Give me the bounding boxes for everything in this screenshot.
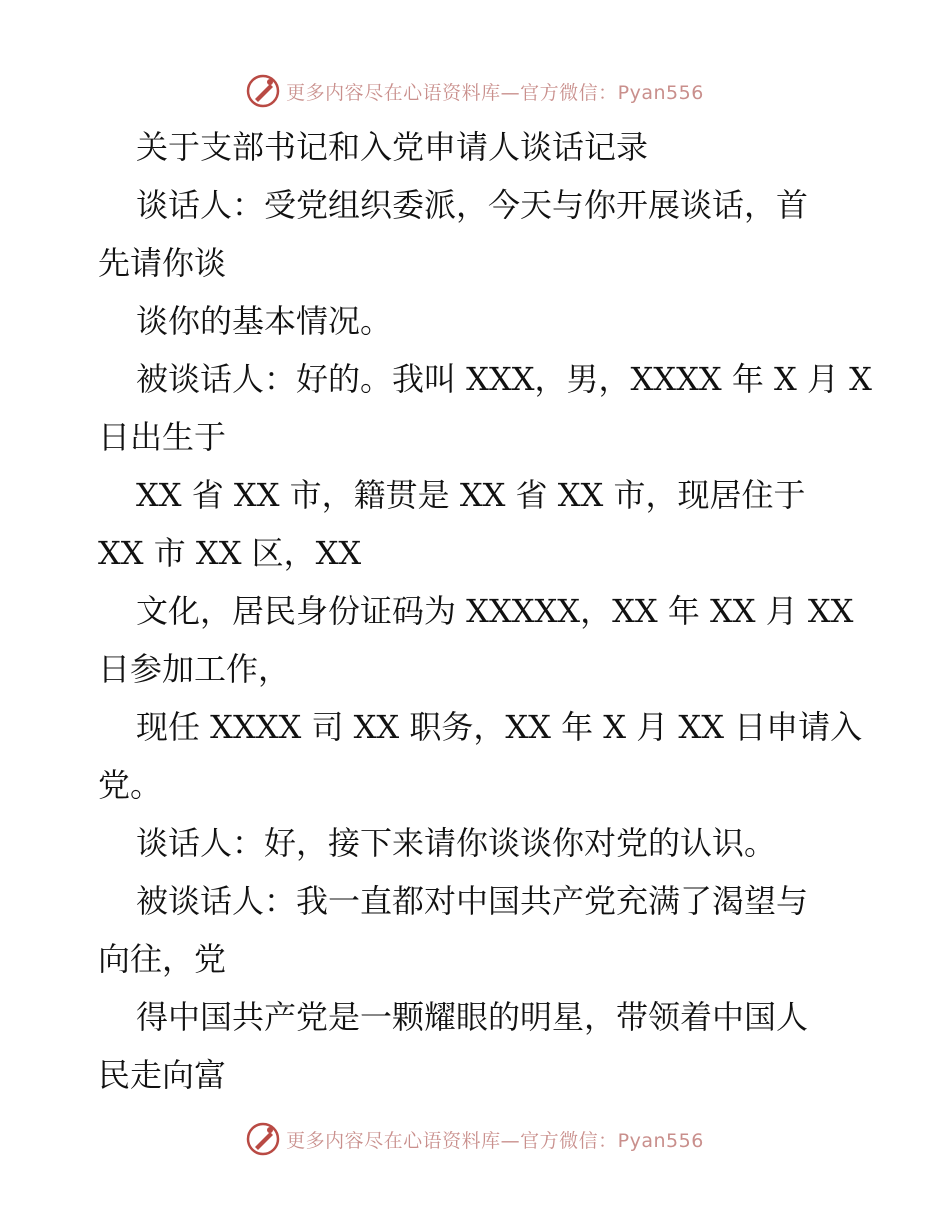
- watermark-footer: [0, 1119, 950, 1159]
- paragraph-line: 得中国共产党是一颗耀眼的明星，带领着中国人: [136, 998, 809, 1036]
- pen-logo-icon: [246, 1122, 280, 1156]
- watermark-header: [0, 71, 950, 111]
- paragraph-line: 向往，党: [98, 940, 227, 978]
- paragraph-line: 谈话人：好，接下来请你谈谈你对党的认识。: [136, 824, 777, 862]
- document-title: 关于支部书记和入党申请人谈话记录: [136, 128, 649, 166]
- paragraph-line: 先请你谈: [98, 244, 227, 282]
- paragraph-line: 党。: [98, 766, 163, 804]
- paragraph-line: 被谈话人：好的。我叫 XXX，男，XXXX 年 X 月 X: [136, 360, 872, 398]
- paragraph-line: 被谈话人：我一直都对中国共产党充满了渴望与: [136, 882, 809, 920]
- paragraph-line: 文化，居民身份证码为 XXXXX，XX 年 XX 月 XX: [136, 592, 854, 630]
- watermark-text: 更多内容尽在心语资料库—官方微信：Pyan556: [286, 1129, 704, 1152]
- paragraph-line: 民走向富: [98, 1056, 227, 1094]
- paragraph-line: 日参加工作，: [98, 650, 291, 688]
- paragraph-line: 谈你的基本情况。: [136, 302, 393, 340]
- paragraph-line: XX 市 XX 区，XX: [98, 534, 362, 572]
- paragraph-line: 日出生于: [98, 418, 227, 456]
- pen-logo-icon: [246, 74, 280, 108]
- watermark-text: 更多内容尽在心语资料库—官方微信：Pyan556: [286, 81, 704, 104]
- paragraph-line: 谈话人：受党组织委派，今天与你开展谈话，首: [136, 186, 809, 224]
- paragraph-line: XX 省 XX 市，籍贯是 XX 省 XX 市，现居住于: [136, 476, 806, 514]
- paragraph-line: 现任 XXXX 司 XX 职务，XX 年 X 月 XX 日申请入: [136, 708, 863, 746]
